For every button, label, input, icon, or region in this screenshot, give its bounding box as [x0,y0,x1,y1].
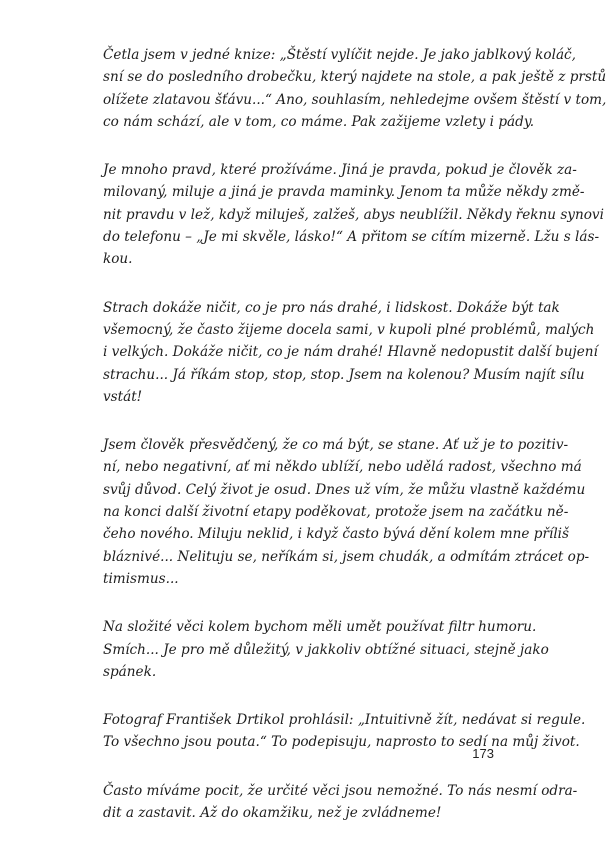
text-line: olížete zlatavou šťávu...“ Ano, souhlasím, nehledejme ovšem štěstí v tom, [103,91,606,108]
text-line: i velkých. Dokáže ničit, co je nám drahé! Hlavně nedopustit další bujení [103,344,598,361]
paragraph [103,297,598,408]
text-line: Strach dokáže ničit, co je pro nás drahé, i lidskost. Dokáže být tak [103,299,560,316]
text-line: milovaný, miluje a jiná je pravda maminky. Jenom ta může někdy změ- [103,184,585,201]
text-line: Je mnoho pravd, které prožíváme. Jiná je pravda, pokud je člověk za- [103,162,577,179]
text-line: To všechno jsou pouta.“ To podepisuju, naprosto to sedí na můj život. [103,734,580,751]
text-line: Smích... Je pro mě důležitý, v jakkoliv obtížné situaci, stejně jako [103,641,549,658]
paragraph [103,44,606,133]
text-line: Četla jsem v jedné knize: „Štěstí vylíčit nejde. Je jako jablkový koláč, [103,47,576,63]
text-line: kou. [103,251,133,268]
text-line: timismus... [103,570,179,587]
text-line: na konci další životní etapy poděkovat, protože jsem na začátku ně- [103,504,569,521]
paragraph [103,159,604,270]
text-line: spánek. [103,663,157,680]
text-line: vstát! [103,388,143,405]
text-line: Jsem člověk přesvědčený, že co má být, se stane. Ať už je to pozitiv- [103,437,569,454]
text-line: do telefonu – „Je mi skvěle, lásko!“ A přitom se cítím mizerně. Lžu s lás- [103,229,600,246]
text-line: ní, nebo negativní, ať mi někdo ublíží, nebo udělá radost, všechno má [103,459,582,476]
page-number: 173 [472,746,494,761]
text-line: dit a zastavit. Až do okamžiku, než je zvládneme! [103,805,442,822]
paragraph [103,780,578,825]
paragraph [103,709,586,754]
page-text [103,44,606,850]
text-line: Na složité věci kolem bychom měli umět používat filtr humoru. [103,619,537,636]
text-line: Fotograf František Drtikol prohlásil: „Intuitivně žít, nedávat si regule. [103,712,586,729]
paragraph [103,434,590,590]
text-line: čeho nového. Miluju neklid, i když často bývá dění kolem mne příliš [103,526,570,543]
text-line: všemocný, že často žijeme docela sami, v kupoli plné problémů, malých [103,321,595,338]
text-line: sní se do posledního drobečku, který najdete na stole, a pak ještě z prstů [103,69,606,86]
text-line: nit pravdu v lež, když miluješ, zalžeš, abys neublížil. Někdy řeknu synovi [103,206,604,223]
text-line: bláznivé... Nelituju se, neříkám si, jsem chudák, a odmítám ztrácet op- [103,548,590,565]
paragraph [103,616,549,683]
text-line: Často míváme pocit, že určité věci jsou nemožné. To nás nesmí odra- [103,782,578,799]
text-line: svůj důvod. Celý život je osud. Dnes už vím, že můžu vlastně každému [103,481,586,498]
text-line: co nám schází, ale v tom, co máme. Pak zažijeme vzlety i pády. [103,113,535,130]
text-line: strachu... Já říkám stop, stop, stop. Jsem na kolenou? Musím najít sílu [103,366,585,383]
